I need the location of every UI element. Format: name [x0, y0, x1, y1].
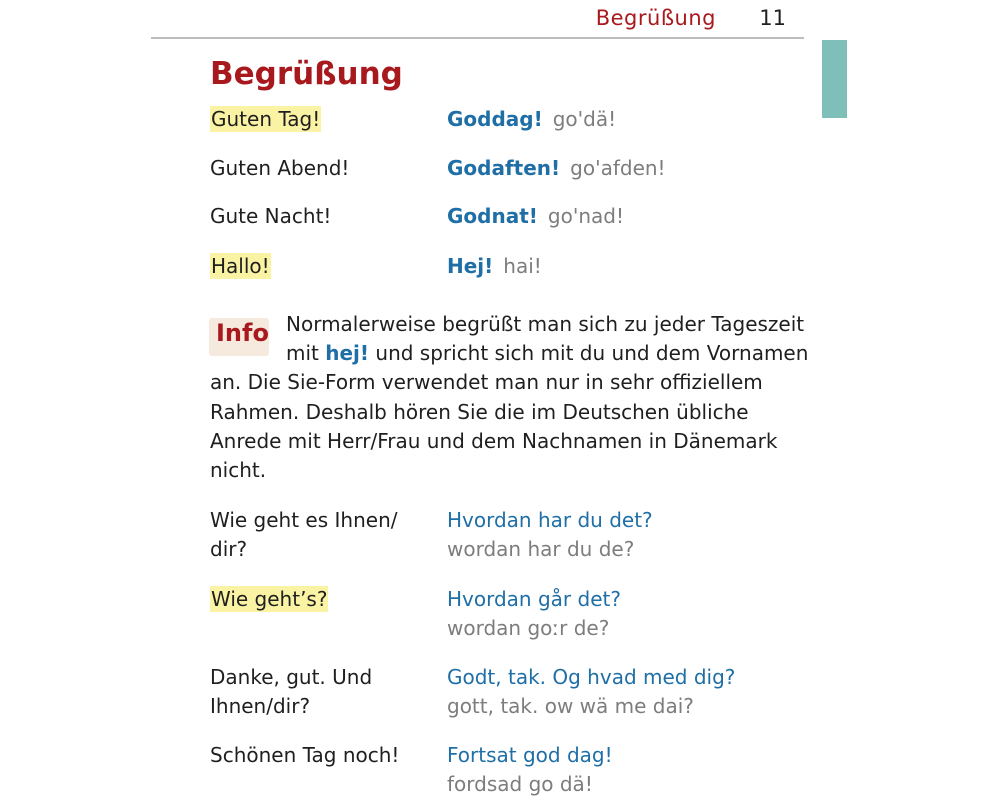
- running-header-title: Begrüßung: [595, 6, 716, 30]
- phrase-german: Gute Nacht!: [210, 204, 332, 228]
- phrase-german: Guten Abend!: [210, 156, 350, 180]
- phrase-pronunciation: wordan har du de?: [447, 537, 635, 561]
- phrase-danish: Godnat! go'nad!: [447, 204, 624, 228]
- phrase-german: Wie geht’s?: [211, 587, 328, 611]
- phrase-pronunciation: hai!: [503, 254, 542, 278]
- phrase-danish: Godaften! go'afden!: [447, 156, 666, 180]
- phrase-danish: Hvordan har du det? wordan har du de?: [447, 506, 653, 564]
- phrase-danish: Hvordan går det? wordan goːr de?: [447, 585, 621, 643]
- header-divider: [151, 37, 804, 39]
- phrase-danish: Godt, tak. Og hvad med dig? gott, tak. ow wä me dai?: [447, 663, 735, 721]
- page-number: 11: [759, 6, 786, 30]
- phrase-pronunciation: go'nad!: [547, 204, 624, 228]
- phrase-pronunciation: go'dä!: [552, 107, 617, 131]
- phrase-danish: Fortsat god dag! fordsad go dä!: [447, 741, 613, 799]
- phrase-german: Schönen Tag noch!: [210, 743, 400, 767]
- phrase-german: Wie geht es Ihnen/ dir?: [210, 508, 398, 561]
- phrase-german: Hallo!: [211, 254, 270, 278]
- phrase-pronunciation: go'afden!: [570, 156, 666, 180]
- phrase-german: Danke, gut. Und Ihnen/dir?: [210, 665, 373, 718]
- section-title: Begrüßung: [210, 56, 403, 92]
- chapter-thumb-tab: [822, 40, 847, 118]
- phrase-german: Guten Tag!: [211, 107, 321, 131]
- phrase-danish: Hej! hai!: [447, 254, 542, 278]
- info-paragraph: Normalerweise begrüßt man sich zu jeder Tageszeit mit hej! und spricht sich mit du und dem Vornamen an. Die Sie-Form verwendet man nur in sehr offiziellem Rahmen. Deshalb hören Sie die im Deutschen übliche Anrede mit Herr/Frau und dem Nachnamen in Dänemark nicht.: [210, 312, 809, 483]
- info-highlight: hej!: [325, 341, 370, 366]
- phrase-pronunciation: fordsad go dä!: [447, 772, 593, 796]
- info-label: Info: [216, 319, 269, 347]
- phrase-danish: Goddag! go'dä!: [447, 107, 617, 131]
- phrase-pronunciation: wordan goːr de?: [447, 616, 610, 640]
- phrase-pronunciation: gott, tak. ow wä me dai?: [447, 694, 694, 718]
